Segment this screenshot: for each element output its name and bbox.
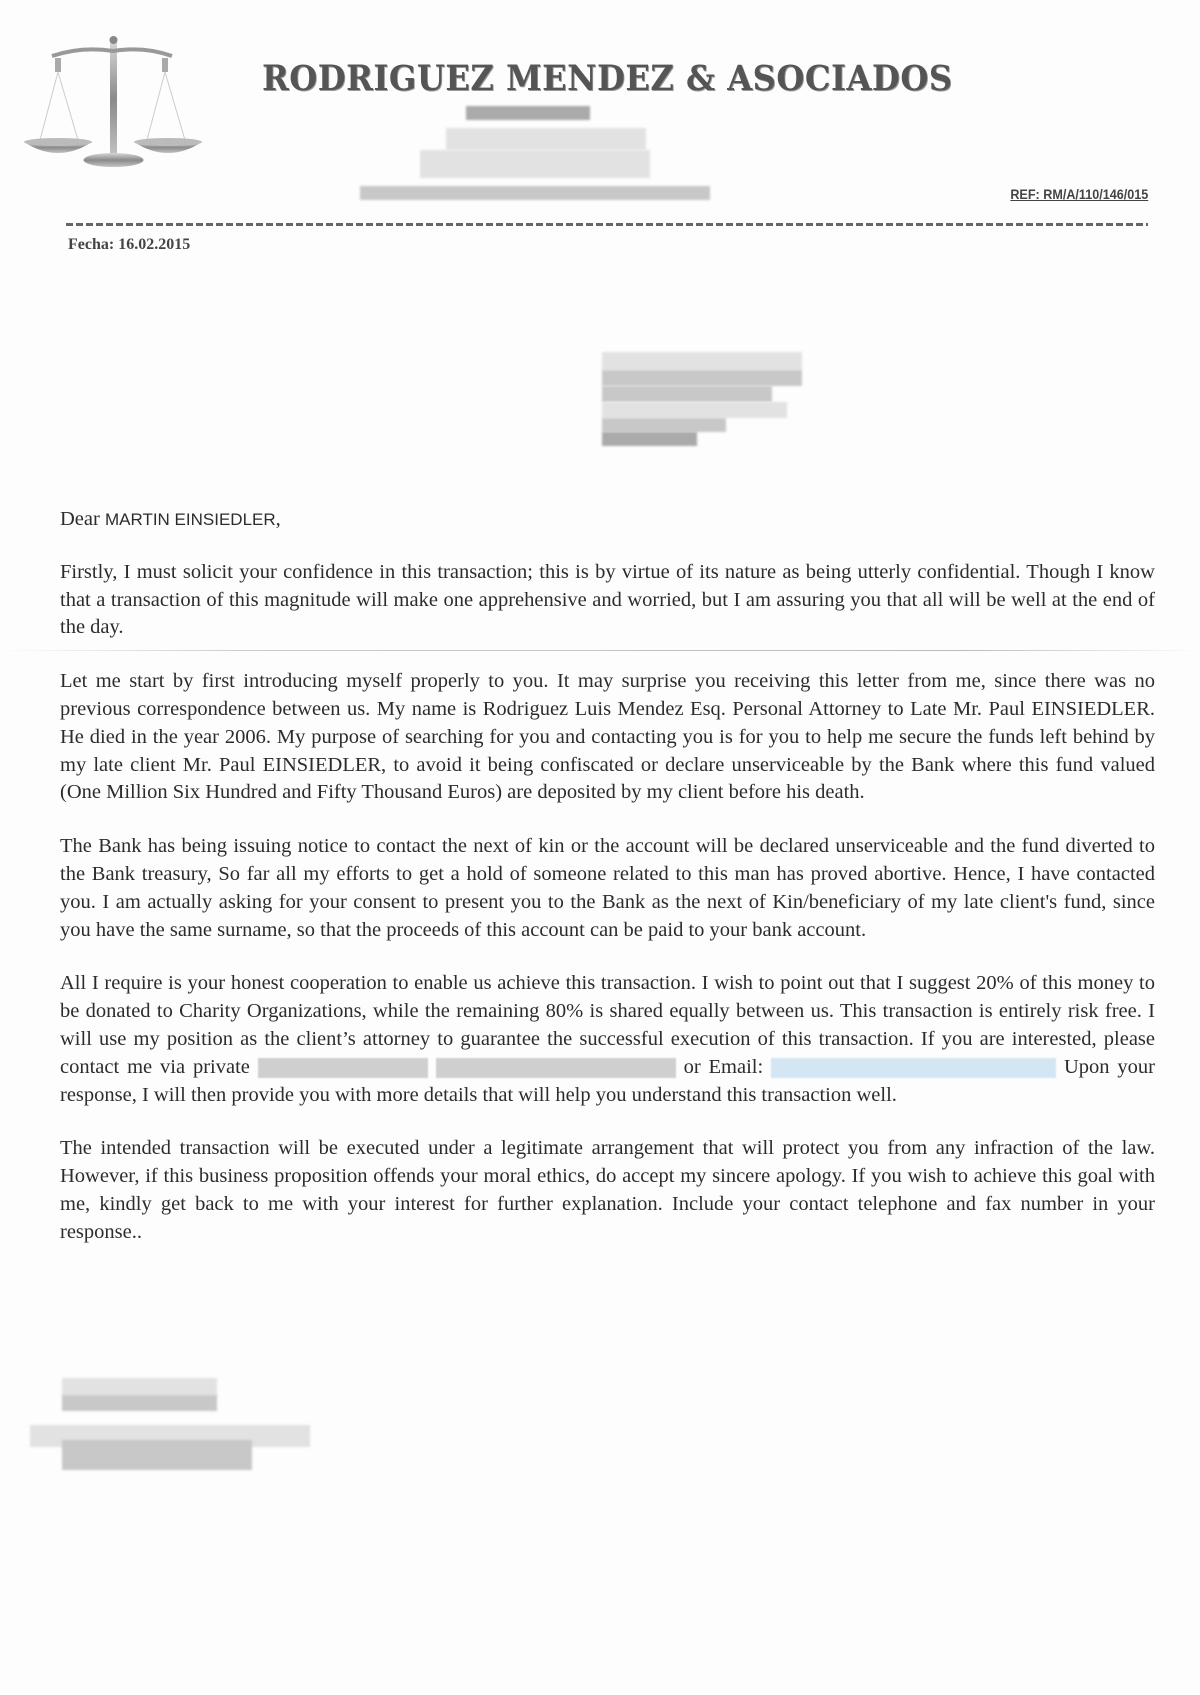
redacted-recipient-address	[602, 352, 802, 452]
paragraph-3: The Bank has being issuing notice to contact the next of kin or the account will be declared unserviceable and the fund diverted to the Bank treasury, So far all my efforts to get a hold of someone related to this man has proved abortive. Hence, I have contacted you. I am actually asking for your consent to present you to the Bank as the next of Kin/beneficiary of my late client's fund, since you have the same surname, so that the proceeds of this account can be paid to your bank account.	[60, 835, 1155, 941]
recipient-name: MARTIN EINSIEDLER	[104, 510, 276, 529]
letter-date: Fecha: 16.02.2015	[68, 236, 191, 253]
redacted-address-line	[466, 106, 590, 120]
redacted-address-line	[360, 186, 710, 200]
redacted-phone-number	[258, 1058, 428, 1078]
paragraph-4-text: Upon your response, I will then provide you with more details that will help you understand this transaction well.	[60, 1055, 1156, 1106]
redacted-email-address	[771, 1058, 1056, 1078]
firm-name: RODRIGUEZ MENDEZ & ASOCIADOS	[262, 58, 953, 99]
paragraph-2: Let me start by first introducing myself properly to you. It may surprise you receiving this letter from me, since there was no previous correspondence between us. My name is Rodriguez Luis Mendez Esq. Personal Attorney to Late Mr. Paul EINSIEDLER. He died in the year 2006. My purpose of searching for you and contacting you is for you to help me secure the funds left behind by my late client Mr. Paul EINSIEDLER, to avoid it being confiscated or declare unserviceable by the Bank where this fund valued (One Million Six Hundred and Fifty Thousand Euros) are deposited by my client before his death.	[60, 670, 1155, 804]
redacted-address-line	[420, 150, 650, 178]
scales-of-justice-icon	[22, 18, 207, 168]
salutation	[60, 506, 1155, 534]
redacted-signature-line	[62, 1378, 217, 1396]
header-divider	[66, 223, 1148, 226]
paragraph-5: The intended transaction will be executed under a legitimate arrangement that will protect you from any infraction of the law. However, if this business proposition offends your moral ethics, do accept my sincere apology. If you wish to achieve this goal with me, kindly get back to me with your interest for further explanation. Include your contact telephone and fax number in your response..	[60, 1137, 1155, 1243]
paragraph-4-text: or Email:	[675, 1055, 772, 1078]
redacted-address-line	[446, 128, 646, 150]
redacted-phone-number	[436, 1058, 676, 1078]
paragraph-4-text: All I require is your honest cooperation to enable us achieve this transaction. I wish to point out that I suggest 20% of this money to be donated to Charity Organizations, while the remaining 80% is shared equally between us. This transaction is entirely risk free. I will use my position as the client’s attorney to guarantee the successful execution of this transaction. If you are interested, please contact me via private	[60, 972, 1155, 1078]
paragraph-4	[60, 970, 1155, 1109]
redacted-signature-line	[62, 1395, 217, 1411]
salutation-prefix: Dear	[60, 508, 105, 530]
paragraph-1: Firstly, I must solicit your confidence in this transaction; this is by virtue of its nature as being utterly confidential. Though I know that a transaction of this magnitude will make one apprehensive and worried, but I am assuring you that all will be well at the end of the day.	[60, 560, 1155, 639]
letter-body	[60, 506, 1155, 1273]
salutation-suffix: ,	[275, 508, 281, 530]
redacted-signature-line	[62, 1440, 252, 1470]
reference-number: REF: RM/A/110/146/015	[1010, 186, 1148, 202]
